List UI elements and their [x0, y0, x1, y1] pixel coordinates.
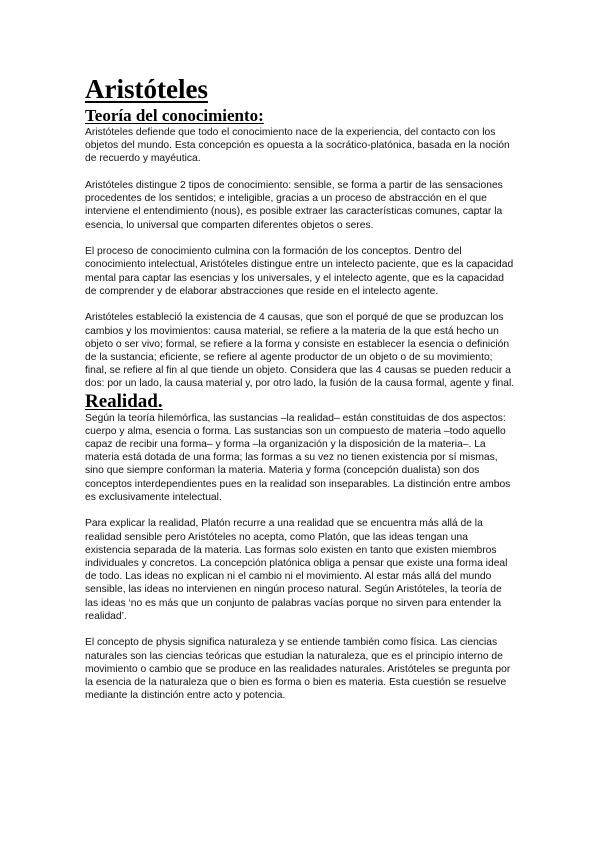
paragraph: El proceso de conocimiento culmina con la formación de los conceptos. Dentro del conocimiento intelectual, Aristóteles distingue entre un intelecto paciente, que es la capacidad mental para captar las esencias y los universales, y el intelecto agente, que es la capacidad de comprender y de elaborar abstracciones que reside en el intelecto agente.	[85, 246, 514, 297]
section-realidad	[85, 391, 515, 703]
section-heading: Realidad.	[85, 390, 163, 412]
document-title: Aristóteles	[85, 74, 208, 104]
paragraph: Según la teoría hilemórfica, las sustancias –la realidad– están constituidas de dos aspectos: cuerpo y alma, esencia o forma. Las sustancias son un compuesto de materia –todo aquello capaz de recibir una forma– y forma –la organización y la disposición de la materia–. La materia está dotada de una forma; las formas a su vez no tienen existencia por sí mismas, sino que siempre conforman la materia. Materia y forma (concepción dualista) son dos conceptos interdependientes pues en la realidad son inseparables. La distinción entre ambos es exclusivamente intelectual.	[85, 412, 511, 503]
paragraph: Aristóteles distingue 2 tipos de conocimiento: sensible, se forma a partir de las sensaciones procedentes de los sentidos; e inteligible, gracias a un proceso de abstracción en el que interviene el entendimiento (nous), es posible extraer las características comunes, captar la esencia, lo universal que comparten diferentes objetos o seres.	[85, 180, 503, 231]
paragraph: Aristóteles defiende que todo el conocimiento nace de la experiencia, del contacto con los objetos del mundo. Esta concepción es opuesta a la socrático-platónica, basada en la noción de recuerdo y mayéutica.	[85, 127, 510, 165]
paragraph: Aristóteles estableció la existencia de 4 causas, que son el porqué de que se produzcan los cambios y los movimientos: causa material, se refiere a la materia de la que está hecho un objeto o ser vivo; formal, se refiere a la forma y consiste en establecer la esencia o definición de la sustancia; eficiente, se refiere al agente productor de un objeto o de su movimiento; final, se refiere al fin al que tiende un objeto. Considera que las 4 causas se pueden reducir a dos: por un lado, la causa material y, por otro lado, la fusión de la causa formal, agente y final.	[85, 312, 515, 390]
document-page	[85, 74, 515, 702]
section-heading: Teoría del conocimiento:	[85, 106, 264, 125]
section-teoria-conocimiento	[85, 106, 515, 391]
paragraph: Para explicar la realidad, Platón recurre a una realidad que se encuentra más allá de la realidad sensible pero Aristóteles no acepta, como Platón, que las ideas tengan una existencia separada de la materia. Las formas solo existen en tanto que existen miembros individuales y concretos. La concepción platónica obliga a pensar que existe una forma ideal de todo. Las ideas no explican ni el cambio ni el movimiento. Al estar más allá del mundo sensible, las ideas no intervienen en ningún proceso natural. Según Aristóteles, la teoría de las ideas ‘no es más que un conjunto de palabras vacías porque no sirven para entender la realidad’.	[85, 518, 508, 622]
paragraph: El concepto de physis significa naturaleza y se entiende también como física. Las ciencias naturales son las ciencias teóricas que estudian la naturaleza, que es el principio interno de movimiento o cambio que se produce en las realidades naturales. Aristóteles se pregunta por la esencia de la naturaleza que o bien es forma o bien es materia. Esta cuestión se resuelve mediante la distinción entre acto y potencia.	[85, 637, 511, 702]
